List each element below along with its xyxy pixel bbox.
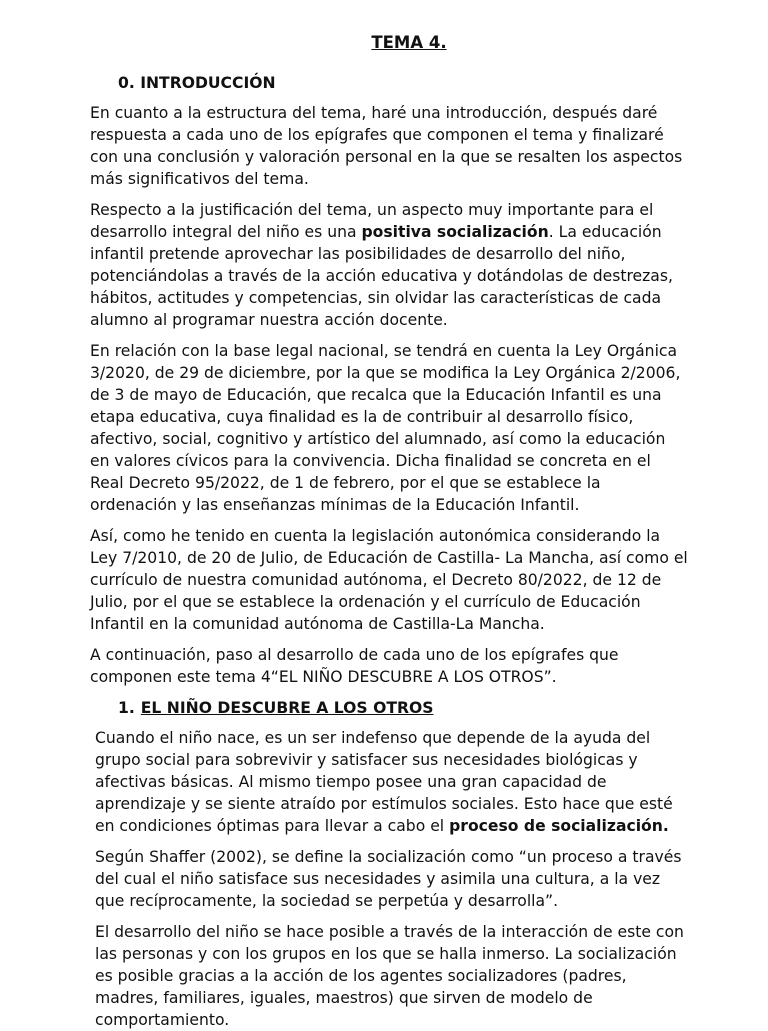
- page-title: TEMA 4.: [371, 33, 447, 52]
- intro-paragraph-2-text-b: . La educación infantil pretende aprovechar las posibilidades de desarrollo del niño, potenciándolas a través de la acción educativa y dotándolas de destrezas, hábitos, actitudes y competencias, sin olvidar las características de cada alumno al programar nuestra acción docente.: [90, 223, 673, 329]
- intro-heading: 0. INTRODUCCIÓN: [118, 74, 276, 92]
- intro-paragraph-2-text-a: Respecto a la justificación del tema, un aspecto muy importante para el desarrollo integral del niño es una: [90, 201, 654, 241]
- section-1-heading: [118, 697, 688, 719]
- section-1-number: 1.: [118, 699, 135, 717]
- intro-paragraph-2-bold: positiva socialización: [361, 223, 549, 241]
- intro-paragraph-5: [90, 644, 688, 688]
- intro-paragraph-4: [90, 525, 688, 635]
- intro-paragraph-5-text: A continuación, paso al desarrollo de cada uno de los epígrafes que componen este tema 4“EL NIÑO DESCUBRE A LOS OTROS”.: [90, 646, 619, 686]
- section-1-heading-text: EL NIÑO DESCUBRE A LOS OTROS: [140, 699, 434, 717]
- intro-paragraph-2: [90, 199, 688, 331]
- section-1-paragraph-2: [95, 846, 688, 912]
- section-1-paragraph-3: [95, 921, 688, 1031]
- intro-paragraph-4-text: Así, como he tenido en cuenta la legislación autonómica considerando la Ley 7/2010, de 20 de Julio, de Educación de Castilla- La Mancha, así como el currículo de nuestra comunidad autónoma, el Decreto 80/2022, de 12 de Julio, por el que se establece la ordenación y el currículo de Educación Infantil en la comunidad autónoma de Castilla-La Mancha.: [90, 527, 688, 633]
- intro-paragraph-3-text: En relación con la base legal nacional, se tendrá en cuenta la Ley Orgánica 3/2020, de 29 de diciembre, por la que se modifica la Ley Orgánica 2/2006, de 3 de mayo de Educación, que recalca que la Educación Infantil es una etapa educativa, cuya finalidad es la de contribuir al desarrollo físico, afectivo, social, cognitivo y artístico del alumnado, así como la educación en valores cívicos para la convivencia. Dicha finalidad se concreta en el Real Decreto 95/2022, de 1 de febrero, por el que se establece la ordenación y las enseñanzas mínimas de la Educación Infantil.: [90, 342, 681, 514]
- section-1-paragraph-1: [95, 727, 688, 837]
- intro-paragraph-1-text: En cuanto a la estructura del tema, haré una introducción, después daré respuesta a cada uno de los epígrafes que componen el tema y finalizaré con una conclusión y valoración personal en la que se resalten los aspectos más significativos del tema.: [90, 104, 683, 188]
- section-1-paragraph-3-text: El desarrollo del niño se hace posible a través de la interacción de este con las personas y con los grupos en los que se halla inmerso. La socialización es posible gracias a la acción de los agentes socializadores (padres, madres, familiares, iguales, maestros) que sirven de modelo de comportamiento.: [95, 923, 684, 1029]
- section-1-paragraph-1-text: Cuando el niño nace, es un ser indefenso que depende de la ayuda del grupo social para sobrevivir y satisfacer sus necesidades biológicas y afectivas básicas. Al mismo tiempo posee una gran capacidad de aprendizaje y se siente atraído por estímulos sociales. Esto hace que esté en condiciones óptimas para llevar a cabo el: [95, 729, 673, 835]
- intro-paragraph-1: [90, 102, 688, 190]
- section-1-paragraph-2-text: Según Shaffer (2002), se define la socialización como “un proceso a través del cual el niño satisface sus necesidades y asimila una cultura, a la vez que recíprocamente, la sociedad se perpetúa y desarrolla”.: [95, 848, 682, 910]
- intro-paragraph-3: [90, 340, 688, 516]
- section-1-paragraph-1-bold: proceso de socialización.: [449, 817, 669, 835]
